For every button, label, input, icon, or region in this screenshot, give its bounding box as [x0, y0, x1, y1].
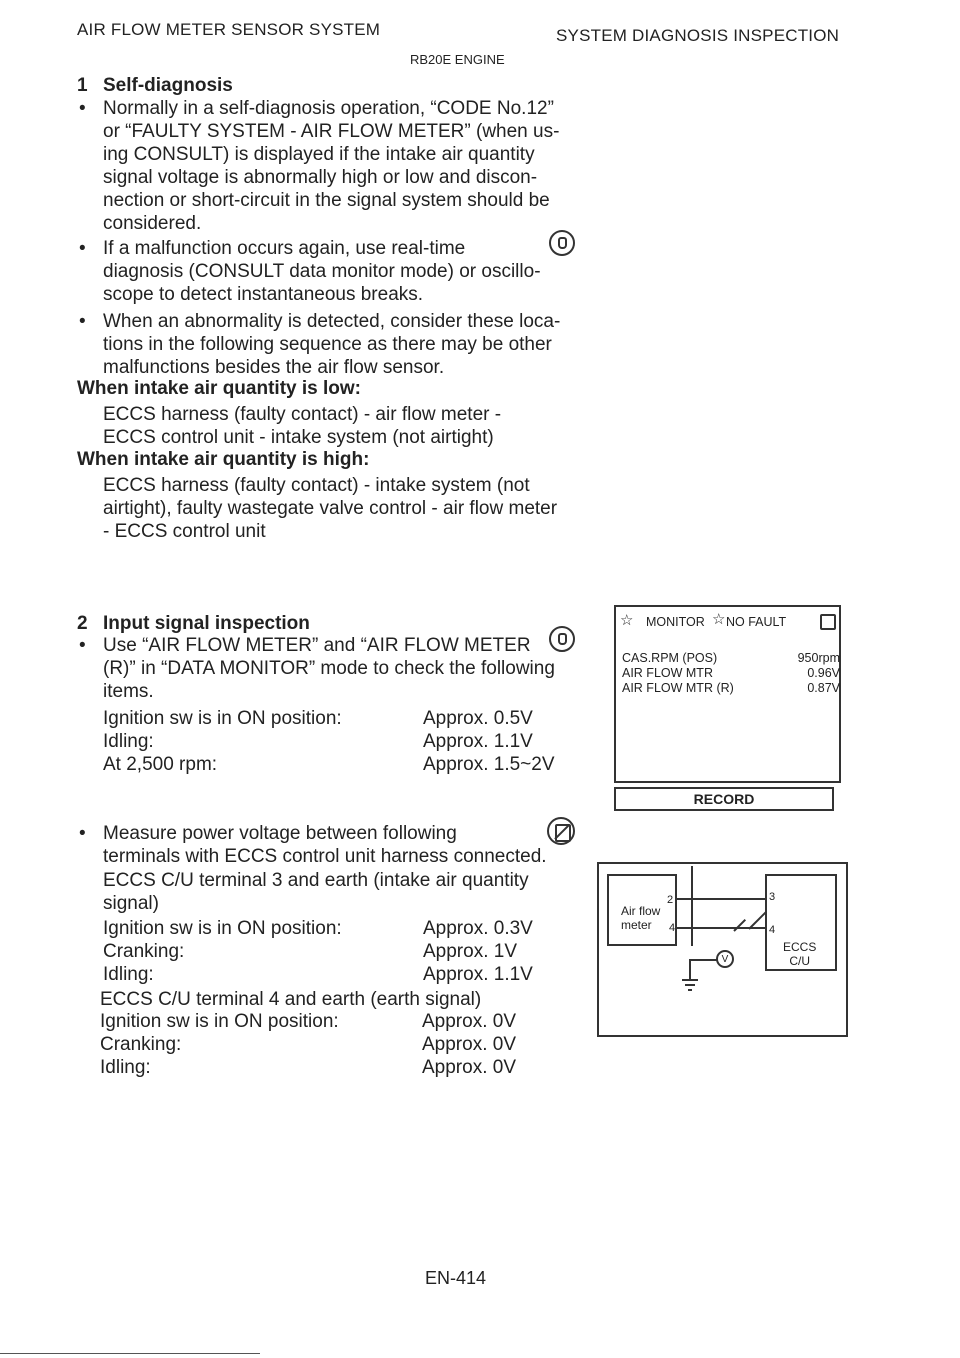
signal-wire [676, 898, 766, 900]
pin-4-meter-label: 4 [669, 922, 676, 934]
pin-2-label: 2 [667, 894, 674, 906]
row-value: Approx. 1.5~2V [423, 754, 555, 775]
row-label: Idling: [103, 731, 154, 752]
section2-bullet-1 [79, 634, 573, 703]
section2-title [77, 613, 310, 635]
high-line: - ECCS control unit [103, 521, 266, 542]
row-value: Approx. 0V [422, 1034, 516, 1055]
checkbox-icon [820, 614, 836, 630]
ground-symbol-line-3 [688, 989, 692, 991]
section1-bullet-2 [79, 237, 583, 306]
record-button[interactable]: RECORD [614, 787, 834, 811]
air-flow-text: Air flow [621, 904, 661, 918]
row-label: Ignition sw is in ON position: [103, 708, 342, 729]
row-value: Approx. 1V [423, 941, 517, 962]
row-label: Cranking: [103, 941, 185, 962]
bullet-dot: • [79, 238, 86, 259]
voltmeter-symbol: V [716, 950, 734, 968]
table1-row [103, 731, 573, 754]
meter-lead [733, 919, 746, 932]
consult-plug-icon [549, 230, 575, 256]
monitor-status-bar [620, 613, 836, 633]
bullet-line: scope to detect instantaneous breaks. [103, 284, 424, 305]
ground-symbol-line-2 [685, 984, 695, 986]
cu-text: C/U [789, 954, 810, 968]
section1-bullet-1 [79, 97, 583, 235]
bullet-line: items. [103, 681, 154, 702]
bullet-dot: • [79, 311, 86, 332]
high-body [103, 474, 557, 543]
bullet-line: If a malfunction occurs again, use real-time [103, 238, 466, 259]
row-label: Ignition sw is in ON position: [100, 1011, 339, 1032]
section1-title-text: Self-diagnosis [103, 75, 233, 96]
table2-row [103, 918, 573, 941]
row-value: Approx. 0V [422, 1057, 516, 1078]
table3-row [100, 1057, 570, 1080]
section2-bullet-2 [79, 822, 573, 868]
bullet-line: Use “AIR FLOW METER” and “AIR FLOW METER [103, 635, 531, 656]
row-value: Approx. 1.1V [423, 964, 533, 985]
section2-title-text: Input signal inspection [103, 613, 310, 634]
table3 [100, 1011, 570, 1080]
monitor-row-label: AIR FLOW MTR [622, 666, 713, 680]
section2-number: 2 [77, 613, 88, 634]
bullet-line: nection or short-circuit in the signal system should be [103, 190, 550, 211]
table1-row [103, 754, 573, 777]
monitor-row [622, 651, 840, 666]
bullet-line: (R)” in “DATA MONITOR” mode to check the following [103, 658, 555, 679]
bullet-line: malfunctions besides the air flow sensor. [103, 357, 445, 378]
bullet-dot: • [79, 98, 86, 119]
page-number: EN-414 [425, 1268, 487, 1288]
air-flow-meter-label [621, 904, 660, 932]
high-line: airtight), faulty wastegate valve control - air flow meter [103, 498, 558, 519]
monitor-row [622, 681, 840, 696]
section1-bullet-3 [79, 310, 583, 379]
bullet-dot: • [79, 635, 86, 656]
sig-line: ECCS C/U terminal 3 and earth (intake air quantity [103, 870, 529, 891]
monitor-row-value: 950rpm [797, 651, 840, 665]
star-icon: ☆ [620, 612, 634, 629]
earth-wire [676, 927, 766, 929]
low-body [103, 403, 501, 449]
star-icon: ☆ [712, 611, 726, 628]
bullet-line: terminals with ECCS control unit harness connected. [103, 846, 547, 867]
ground-symbol-line-1 [682, 979, 698, 981]
row-label: Ignition sw is in ON position: [103, 918, 342, 939]
eccs-cu-label [783, 940, 816, 968]
header-right: SYSTEM DIAGNOSIS INSPECTION [556, 26, 840, 45]
pin-3-label: 3 [769, 891, 776, 903]
low-heading: When intake air quantity is low: [77, 378, 361, 399]
monitor-screen [614, 605, 841, 783]
table3-row [100, 1034, 570, 1057]
wiring-diagram [597, 862, 848, 1037]
bullet-line: diagnosis (CONSULT data monitor mode) or oscillo- [103, 261, 541, 282]
row-label: Idling: [103, 964, 154, 985]
row-label: At 2,500 rpm: [103, 754, 218, 775]
eccs-text: ECCS [783, 940, 817, 954]
voltmeter-icon [547, 817, 575, 845]
bullet-line: When an abnormality is detected, consider these loca- [103, 311, 561, 332]
low-line: ECCS harness (faulty contact) - air flow meter - [103, 404, 502, 425]
pin-4-eccs-label: 4 [769, 924, 776, 936]
bullet-line: tions in the following sequence as there may be other [103, 334, 552, 355]
row-label: Cranking: [100, 1034, 182, 1055]
table2 [103, 918, 573, 987]
monitor-row-label: AIR FLOW MTR (R) [622, 681, 734, 695]
earth-text: ECCS C/U terminal 4 and earth (earth signal) [100, 989, 482, 1010]
row-label: Idling: [100, 1057, 151, 1078]
bullet-line: ing CONSULT) is displayed if the intake air quantity [103, 144, 535, 165]
monitor-rows [622, 651, 840, 696]
row-value: Approx. 0.5V [423, 708, 533, 729]
section1-number: 1 [77, 75, 88, 96]
table2-row [103, 941, 573, 964]
bullet-line: or “FAULTY SYSTEM - AIR FLOW METER” (when us- [103, 121, 560, 142]
sig-line: signal) [103, 893, 159, 914]
bullet-dot: • [79, 823, 86, 844]
monitor-row [622, 666, 840, 681]
header-sub: RB20E ENGINE [410, 52, 505, 67]
monitor-status-right: NO FAULT [726, 615, 787, 629]
sig-text [103, 869, 573, 915]
row-value: Approx. 0V [422, 1011, 516, 1032]
high-heading: When intake air quantity is high: [77, 449, 370, 470]
table1 [103, 708, 573, 777]
ground-lead [689, 959, 717, 961]
row-value: Approx. 1.1V [423, 731, 533, 752]
bullet-line: Measure power voltage between following [103, 823, 457, 844]
monitor-row-value: 0.96V [807, 666, 840, 680]
section1-title [77, 75, 233, 97]
monitor-row-label: CAS.RPM (POS) [622, 651, 718, 665]
bottom-rule [0, 1353, 260, 1354]
monitor-status-left: MONITOR [646, 615, 705, 629]
table3-row [100, 1011, 570, 1034]
wire-vertical [691, 866, 693, 946]
table2-row [103, 964, 573, 987]
high-line: ECCS harness (faulty contact) - intake system (not [103, 475, 530, 496]
row-value: Approx. 0.3V [423, 918, 533, 939]
monitor-row-value: 0.87V [807, 681, 840, 695]
bullet-line: Normally in a self-diagnosis operation, “CODE No.12” [103, 98, 554, 119]
header-left: AIR FLOW METER SENSOR SYSTEM [77, 20, 381, 39]
consult-plug-icon [549, 626, 575, 652]
meter-text: meter [621, 918, 652, 932]
table1-row [103, 708, 573, 731]
bullet-line: signal voltage is abnormally high or low and discon- [103, 167, 538, 188]
ground-drop [689, 959, 691, 979]
low-line: ECCS control unit - intake system (not airtight) [103, 427, 494, 448]
bullet-line: considered. [103, 213, 202, 234]
